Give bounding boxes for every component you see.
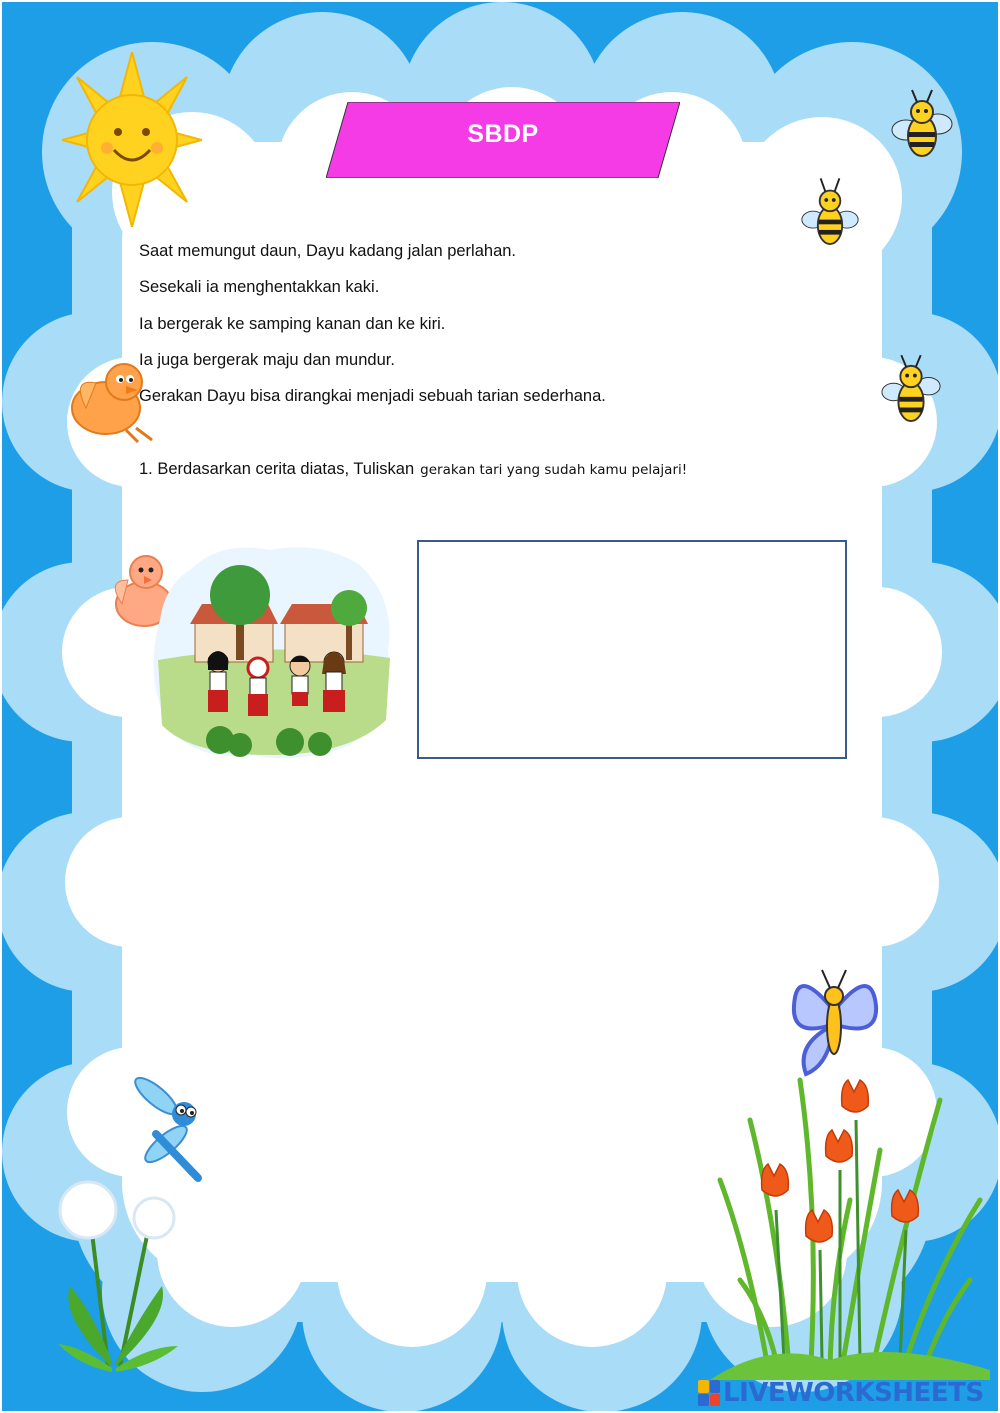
story-line: Saat memungut daun, Dayu kadang jalan perlahan. xyxy=(139,242,517,260)
story-line: Ia juga bergerak maju dan mundur. xyxy=(139,350,395,369)
bee-icon xyxy=(800,174,860,254)
watermark-text: LIVEWORKSHEETS xyxy=(723,1378,984,1408)
tulip-icon xyxy=(710,1060,990,1380)
liveworksheets-watermark xyxy=(698,1376,984,1410)
sun-icon xyxy=(62,52,202,227)
question-text: 1. Berdasarkan cerita diatas, Tuliskan xyxy=(139,460,415,478)
bee-icon xyxy=(880,350,942,434)
story-line: Ia bergerak ke samping kanan dan ke kiri. xyxy=(139,314,446,333)
page-title: SBDP xyxy=(467,120,539,148)
dandelion-icon xyxy=(50,1176,190,1376)
children-illustration xyxy=(150,540,396,762)
dragonfly-icon xyxy=(126,1074,216,1186)
story-text xyxy=(139,240,779,421)
story-line: Gerakan Dayu bisa dirangkai menjadi sebuah tarian sederhana. xyxy=(139,387,606,406)
story-line: Sesekali ia menghentakkan kaki. xyxy=(139,278,380,297)
bee-icon xyxy=(890,84,954,164)
liveworksheets-logo-icon xyxy=(698,1380,720,1406)
answer-box[interactable] xyxy=(417,540,847,759)
question-1 xyxy=(139,460,839,479)
question-instruction: gerakan tari yang sudah kamu pelajari! xyxy=(420,462,688,478)
